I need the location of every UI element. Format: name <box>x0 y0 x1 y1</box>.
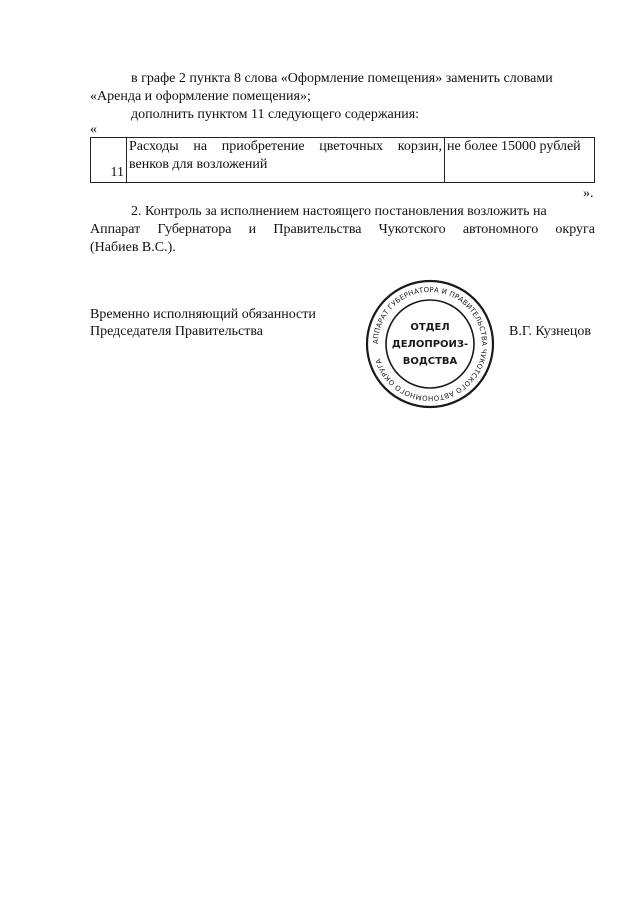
official-stamp <box>364 278 496 410</box>
paragraph-line: (Набиев В.С.). <box>90 240 176 255</box>
item-amount: не более 15000 рублей <box>445 138 595 183</box>
item-number: 11 <box>91 138 127 183</box>
paragraph-line: 2. Контроль за исполнением настоящего постановления возложить на <box>131 204 547 219</box>
paragraph-line: дополнить пунктом 11 следующего содержания: <box>131 107 420 122</box>
inserted-item-table <box>90 137 595 183</box>
item-description-line: венков для возложений <box>129 157 268 172</box>
signer-position: Временно исполняющий обязанности <box>90 307 316 322</box>
paragraph-line: в графе 2 пункта 8 слова «Оформление помещения» заменить словами <box>131 71 553 86</box>
item-description <box>127 138 445 183</box>
item-description-line: Расходы на приобретение цветочных корзин, <box>129 139 442 154</box>
stamp-center-text: ОТДЕЛ <box>410 322 450 333</box>
stamp-ring-text: АППАРАТ ГУБЕРНАТОРА И ПРАВИТЕЛЬСТВА ЧУКОТСКОГО АВТОНОМНОГО ОКРУГА <box>371 285 489 403</box>
paragraph-line: Аппарат Губернатора и Правительства Чукотского автономного округа <box>90 222 595 237</box>
stamp-center-text: ДЕЛОПРОИЗ- <box>391 339 469 350</box>
signer-position: Председателя Правительства <box>90 324 264 339</box>
stamp-center-text: ВОДСТВА <box>402 356 458 367</box>
paragraph-line: «Аренда и оформление помещения»; <box>90 89 311 104</box>
open-quote: « <box>90 122 97 137</box>
signer-name: В.Г. Кузнецов <box>509 324 591 339</box>
table-row <box>91 138 595 183</box>
close-quote: ». <box>583 186 594 201</box>
